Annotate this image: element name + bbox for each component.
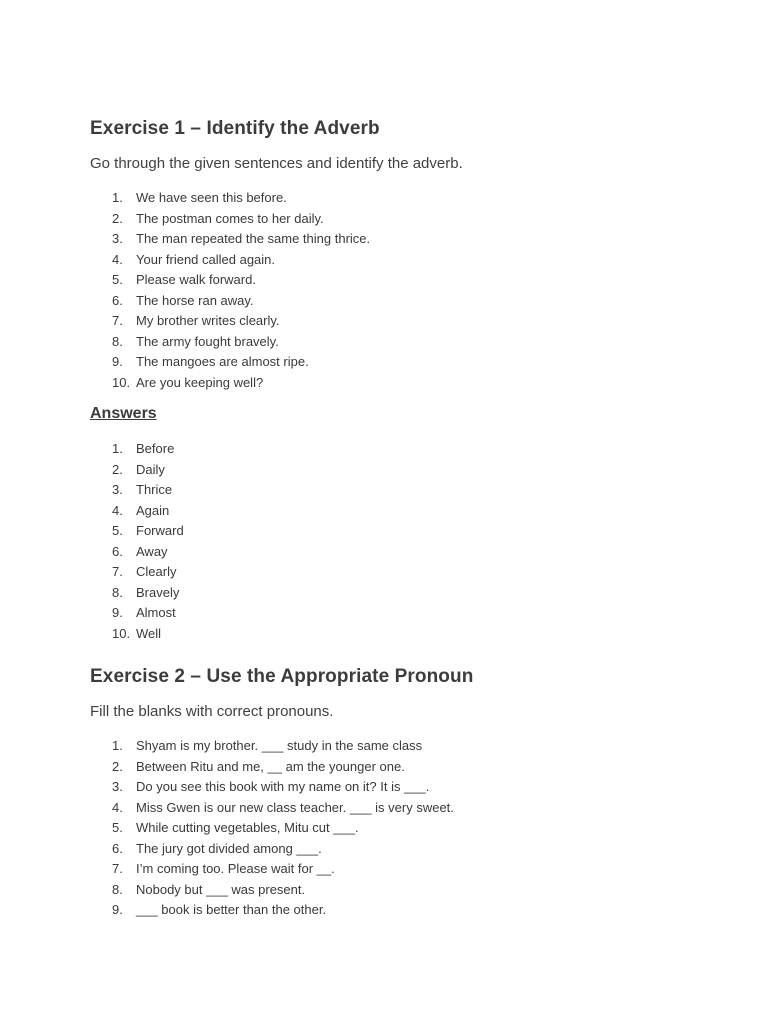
list-item-number: 9. (112, 902, 123, 917)
list-item-text: Are you keeping well? (136, 374, 264, 390)
list-item-number: 6. (112, 543, 123, 559)
list-item-text: The man repeated the same thing thrice. (136, 231, 371, 246)
list-item-text: Again (136, 502, 170, 518)
list-item-number: 5. (112, 820, 123, 835)
list-item-text: ___ book is better than the other. (136, 902, 327, 917)
list-item-number: 5. (112, 523, 123, 538)
list-item-text: Forward (136, 523, 184, 538)
list-item-number: 2. (112, 461, 123, 477)
exercise-2-instruction: Fill the blanks with correct pronouns. (90, 703, 334, 720)
list-item-number: 7. (112, 861, 123, 876)
list-item (90, 501, 710, 522)
list-item-number: 2. (112, 210, 123, 226)
list-item-number: 8. (112, 333, 123, 349)
list-item-text: Between Ritu and me, __ am the younger one. (136, 758, 405, 774)
list-item (90, 209, 710, 230)
list-item-text: The jury got divided among ___. (136, 840, 322, 856)
list-item-text: Before (136, 441, 175, 456)
list-item (90, 188, 710, 209)
list-item (90, 583, 710, 604)
list-item-number: 6. (112, 292, 123, 308)
list-item (90, 542, 710, 563)
list-item-text: Almost (136, 605, 176, 620)
document-page (90, 116, 710, 921)
list-item-number: 3. (112, 231, 123, 246)
list-item (90, 229, 710, 250)
answers-list (90, 439, 710, 644)
list-item (90, 332, 710, 353)
list-item (90, 480, 710, 501)
list-item (90, 859, 710, 880)
section-spacer (90, 644, 710, 664)
list-item-number: 7. (112, 564, 123, 579)
list-item-number: 4. (112, 502, 123, 518)
list-item-number: 10. (112, 374, 131, 390)
list-item (90, 460, 710, 481)
list-item-number: 7. (112, 313, 123, 328)
list-item (90, 624, 710, 645)
list-item (90, 880, 710, 901)
list-item-text: I’m coming too. Please wait for __. (136, 861, 335, 876)
list-item-number: 8. (112, 584, 123, 600)
list-item (90, 839, 710, 860)
list-item (90, 818, 710, 839)
list-item (90, 373, 710, 394)
list-item (90, 757, 710, 778)
list-item (90, 521, 710, 542)
list-item-number: 1. (112, 190, 123, 205)
list-item (90, 270, 710, 291)
list-item-number: 8. (112, 881, 123, 897)
list-item (90, 736, 710, 757)
list-item-text: Your friend called again. (136, 251, 276, 267)
list-item (90, 900, 710, 921)
list-item-text: Do you see this book with my name on it? It is ___. (136, 779, 430, 794)
list-item-text: Away (136, 543, 168, 559)
list-item (90, 352, 710, 373)
exercise-1-list (90, 188, 710, 393)
list-item-text: Thrice (136, 482, 173, 497)
list-item-number: 4. (112, 251, 123, 267)
list-item-text: Daily (136, 461, 165, 477)
list-item (90, 250, 710, 271)
list-item-text: Please walk forward. (136, 272, 256, 287)
list-item-text: Clearly (136, 564, 177, 579)
list-item (90, 603, 710, 624)
list-item-number: 3. (112, 779, 123, 794)
exercise-2-list (90, 736, 710, 921)
list-item (90, 311, 710, 332)
list-item (90, 798, 710, 819)
list-item-text: While cutting vegetables, Mitu cut ___. (136, 820, 359, 835)
list-item-text: Shyam is my brother. ___ study in the same class (136, 738, 423, 753)
exercise-2-title: Exercise 2 – Use the Appropriate Pronoun (90, 666, 474, 687)
list-item-text: The horse ran away. (136, 292, 254, 308)
exercise-1-title: Exercise 1 – Identify the Adverb (90, 118, 380, 139)
list-item-text: My brother writes clearly. (136, 313, 280, 328)
list-item-number: 9. (112, 605, 123, 620)
list-item-number: 1. (112, 441, 123, 456)
exercise-1-instruction: Go through the given sentences and identify the adverb. (90, 155, 463, 172)
list-item (90, 291, 710, 312)
list-item-number: 1. (112, 738, 123, 753)
list-item (90, 439, 710, 460)
list-item-number: 3. (112, 482, 123, 497)
list-item-number: 2. (112, 758, 123, 774)
list-item-text: The postman comes to her daily. (136, 210, 324, 226)
answers-title: Answers (90, 405, 157, 422)
list-item-text: We have seen this before. (136, 190, 287, 205)
list-item-text: Nobody but ___ was present. (136, 881, 306, 897)
list-item (90, 562, 710, 583)
list-item-number: 10. (112, 625, 131, 641)
list-item-number: 6. (112, 840, 123, 856)
list-item-text: Well (136, 625, 162, 641)
list-item-text: The mangoes are almost ripe. (136, 354, 309, 369)
list-item-number: 9. (112, 354, 123, 369)
list-item-text: The army fought bravely. (136, 333, 279, 349)
list-item-number: 5. (112, 272, 123, 287)
list-item-text: Miss Gwen is our new class teacher. ___ is very sweet. (136, 799, 454, 815)
list-item (90, 777, 710, 798)
list-item-number: 4. (112, 799, 123, 815)
list-item-text: Bravely (136, 584, 180, 600)
